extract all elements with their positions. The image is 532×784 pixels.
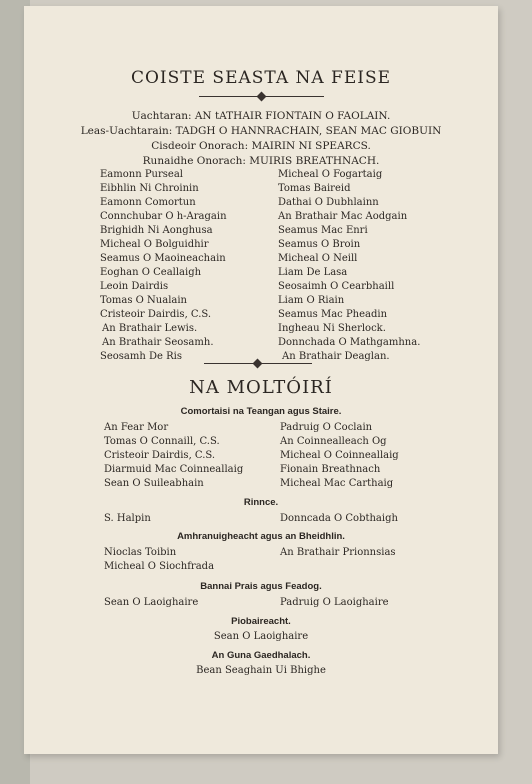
officer-line: Cisdeoir Onorach: MAIRIN NI SPEARCS. <box>151 140 371 152</box>
committee-member: Connchubar O h-Aragain <box>100 211 227 222</box>
judge-name: Sean O Laoighaire <box>104 597 199 608</box>
committee-member: Ingheau Ni Sherlock. <box>278 323 386 334</box>
committee-member: Dathai O Dubhlainn <box>278 197 379 208</box>
officer-line: Runaidhe Onorach: MUIRIS BREATHNACH. <box>142 155 380 167</box>
judge-name: An Brathair Prionnsias <box>280 547 396 558</box>
judge-name: S. Halpin <box>104 513 151 524</box>
judge-name: Micheal O Siochfrada <box>104 561 215 572</box>
committee-member: Eibhlin Ni Chroinin <box>100 183 199 194</box>
judge-name: Bean Seaghain Ui Bhighe <box>196 665 326 676</box>
committee-member: Seosaimh O Cearbhaill <box>278 281 395 292</box>
judge-name: Diarmuid Mac Coinneallaig <box>104 464 244 475</box>
committee-member: An Brathair Mac Aodgain <box>278 211 408 222</box>
judge-name: Micheal O Coinneallaig <box>280 450 399 461</box>
committee-member: An Brathair Lewis. <box>102 323 198 334</box>
title-ornament <box>199 96 324 97</box>
committee-member: Brighidh Ni Aonghusa <box>100 225 213 236</box>
section-heading: Bannai Prais agus Feadog. <box>200 581 322 592</box>
committee-member: Leoin Dairdis <box>100 281 169 292</box>
judge-name: Micheal Mac Carthaig <box>280 478 394 489</box>
committee-member: Micheal O Neill <box>278 253 358 264</box>
committee-member: An Brathair Deaglan. <box>282 351 390 362</box>
judges-title: NA MOLTÓIRÍ <box>189 377 333 398</box>
committee-member: Tomas O Nualain <box>100 295 187 306</box>
committee-member: Seamus Mac Enri <box>278 225 368 236</box>
section-heading: Comortaisi na Teangan agus Staire. <box>180 406 342 417</box>
committee-member: Liam De Lasa <box>278 267 348 278</box>
committee-member: Micheal O Bolguidhir <box>100 239 209 250</box>
committee-member: Eoghan O Ceallaigh <box>100 267 202 278</box>
judge-name: Cristeoir Dairdis, C.S. <box>104 450 216 461</box>
section-heading: Amhranuigheacht agus an Bheidhlin. <box>177 531 345 542</box>
committee-member: Seamus O Maoineachain <box>100 253 226 264</box>
committee-member: Micheal O Fogartaig <box>278 169 383 180</box>
committee-member: Eamonn Purseal <box>100 169 183 180</box>
section-heading: An Guna Gaedhalach. <box>211 650 311 661</box>
judge-name: Fionain Breathnach <box>280 464 381 475</box>
judge-name: Tomas O Connaill, C.S. <box>104 436 220 447</box>
judge-name: Padruig O Coclain <box>280 422 373 433</box>
section-ornament <box>204 363 312 364</box>
judge-name: Donncada O Cobthaigh <box>280 513 398 524</box>
judge-name: An Coinnealleach Og <box>280 436 387 447</box>
committee-member: Seamus Mac Pheadin <box>278 309 388 320</box>
officer-line: Leas-Uachtarain: TADGH O HANNRACHAIN, SEAN MAC GIOBUIN <box>80 125 442 137</box>
page-title: COISTE SEASTA NA FEISE <box>130 68 392 88</box>
committee-member: An Brathair Seosamh. <box>102 337 214 348</box>
judge-name: Nioclas Toibin <box>104 547 177 558</box>
section-heading: Rinnce. <box>243 497 279 508</box>
judge-name: An Fear Mor <box>104 422 169 433</box>
committee-member: Donnchada O Mathgamhna. <box>278 337 421 348</box>
judge-name: Padruig O Laoighaire <box>280 597 389 608</box>
committee-member: Eamonn Comortun <box>100 197 196 208</box>
section-heading: Piobaireacht. <box>231 616 291 627</box>
committee-member: Cristeoir Dairdis, C.S. <box>100 309 212 320</box>
judge-name: Sean O Laoighaire <box>213 631 309 642</box>
program-page <box>24 6 498 754</box>
committee-member: Liam O Riain <box>278 295 345 306</box>
committee-member: Tomas Baireid <box>278 183 351 194</box>
committee-member: Seosamh De Ris <box>100 351 182 362</box>
committee-member: Seamus O Broin <box>278 239 361 250</box>
judge-name: Sean O Suileabhain <box>104 478 204 489</box>
officer-line: Uachtaran: AN tATHAIR FIONTAIN O FAOLAIN. <box>131 110 391 122</box>
